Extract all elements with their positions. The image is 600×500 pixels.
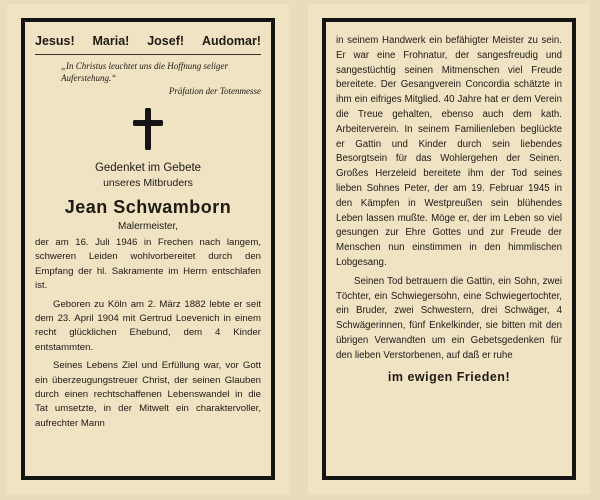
memorial-subheading: unseres Mitbruders [103,177,193,189]
invocation-josef: Josef! [147,34,185,48]
mourners-paragraph: Seinen Tod betrauern die Gattin, ein Sohn, zwei Töchter, ein Schwiegersohn, eine Schwiegertochter, ein Bruder, zwei Schwestern, drei Schwäger, 4 Schwägerinnen, fünf Enkelkinder, sie bitten mit den übrigen Verwandten um ein Gebetsgedenken für den lieben Verstorbenen, auf daß er ruhe [336,275,562,361]
mourning-border [322,18,576,480]
biography-paragraph: Geboren zu Köln am 2. März 1882 lebte er seit dem 23. April 1904 mit Gertrud Loevenich in einem recht glücklichen Ehebund, dem 4 Kinder entstammten. [35,298,261,353]
back-body-text [336,34,562,364]
invocation-maria: Maria! [92,34,130,48]
memorial-heading: Gedenket im Gebete [94,162,202,174]
closing-blessing: im ewigen Frieden! [387,369,511,384]
mourning-border [21,18,275,480]
quote-source: Präfation der Totenmesse [168,86,261,96]
deceased-name: Jean Schwamborn [64,197,232,217]
scripture-quote: „In Christus leuchtet uns die Hoffnung seliger Auferstehung.“ [61,61,228,83]
invocation-line [35,34,261,55]
prayer-card-front [7,4,289,494]
front-body-text [35,236,261,431]
deceased-occupation: Malermeister, [117,221,178,232]
death-paragraph: der am 16. Juli 1946 in Frechen nach langem, schweren Leiden wohlvorbereitet durch den Empfang der hl. Sakramente im Herrn entschlafen ist. [35,237,261,292]
invocation-audomar: Audomar! [201,34,261,48]
character-paragraph: Seines Lebens Ziel und Erfüllung war, vor Gott ein überzeugungstreuer Christ, der seinen Glauben durch einen rechtschaffenen Lebenswandel in die Tat umsetzte, in der Mitwelt ein charaktervoller, aufrechter Mann [35,360,261,429]
cross-icon [35,108,261,150]
invocation-jesus: Jesus! [35,34,75,48]
cross-graphic [133,108,163,150]
continuation-paragraph: in seinem Handwerk ein befähigter Meister zu sein. Er war eine Frohnatur, der sangesfreudig und sangestüchtig seinen Mitmenschen viel Freude bereitete. Der Gesangverein Concordia schätzte in ihm ein eifriges Mitglied. 40 Jahre hat er dem Verein die Treue gehalten, ebenso auch dem kath. Arbeiterverein. In seinem Familienleben beglückte er Gattin und Kinder durch sein liebendes Besorgtsein für das Wohlergehen der Seinen. Großes Herzeleid bereitete ihm der Tod seines lieben Sohnes Peter, der am 19. Februar 1945 in den Kämpfen in Westpreußen sein blühendes Leben lassen mußte. Möge er, der im Leben so viel gesungen zur Ehre Gottes und zur Freude der Menschen nun einstimmen in den himmlischen Lobgesang. [336,35,562,268]
prayer-card-back [308,4,590,494]
